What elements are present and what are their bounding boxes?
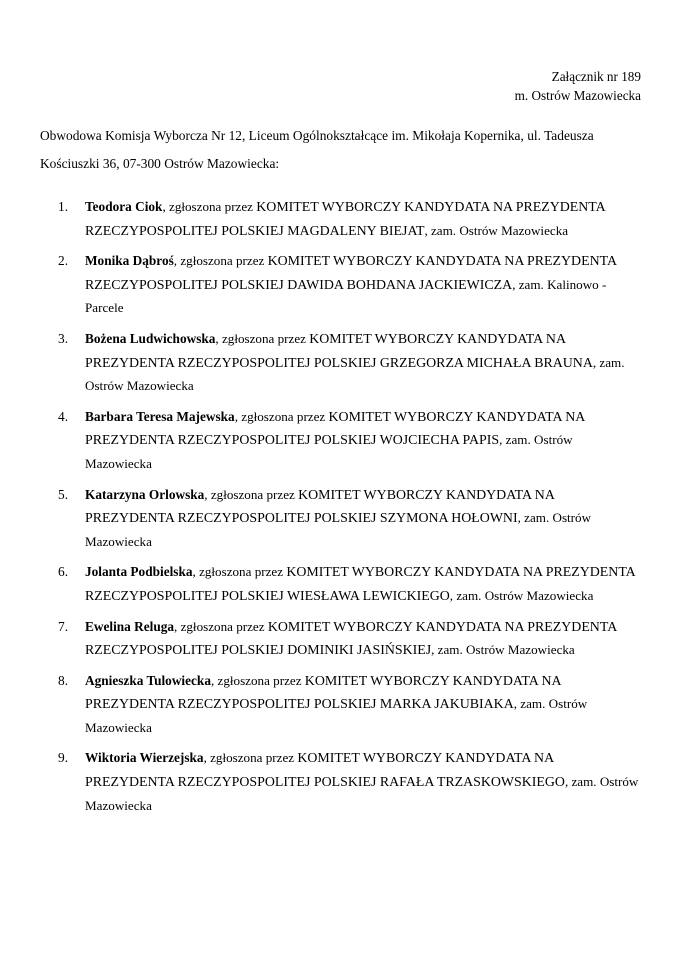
member-name: Barbara Teresa Majewska — [85, 408, 235, 424]
electoral-committee-name: KOMITET WYBORCZY KANDYDATA NA PREZYDENTA RZECZYPOSPOLITEJ POLSKIEJ MARKA JAKUBIAKA — [85, 673, 561, 713]
list-item — [40, 328, 640, 399]
list-item — [40, 561, 640, 608]
member-name: Ewelina Reluga — [85, 618, 175, 634]
member-residence: , zam. Ostrów Mazowiecka — [85, 774, 639, 813]
list-item — [40, 406, 640, 477]
list-item-number: 1. — [58, 199, 69, 214]
member-name: Monika Dąbroś — [85, 253, 174, 269]
list-item-number: 3. — [58, 330, 69, 346]
list-item — [40, 484, 640, 555]
list-item — [40, 670, 640, 741]
member-residence: , zam. Ostrów Mazowiecka — [85, 696, 588, 735]
electoral-committee-name: KOMITET WYBORCZY KANDYDATA NA PREZYDENTA RZECZYPOSPOLITEJ POLSKIEJ GRZEGORZA MICHAŁA BRAUNA — [85, 331, 593, 371]
member-residence: , zam. Ostrów Mazowiecka — [85, 432, 573, 471]
electoral-committee-name: KOMITET WYBORCZY KANDYDATA NA PREZYDENTA RZECZYPOSPOLITEJ POLSKIEJ WIESŁAWA LEWICKIEGO — [85, 565, 635, 604]
nominated-by-text: , zgłoszona przez — [192, 564, 287, 580]
list-item — [40, 250, 640, 321]
member-name: Wiktoria Wierzejska — [85, 750, 204, 766]
member-residence: , zam. Ostrów Mazowiecka — [449, 587, 594, 603]
member-residence: , zam. Kalinowo - Parcele — [85, 276, 607, 316]
electoral-committee-name: KOMITET WYBORCZY KANDYDATA NA PREZYDENTA RZECZYPOSPOLITEJ POLSKIEJ DAWIDA BOHDANA JACKIEWICZA — [85, 254, 617, 293]
nominated-by-text: , zgłoszona przez — [215, 330, 310, 346]
electoral-committee-name: KOMITET WYBORCZY KANDYDATA NA PREZYDENTA RZECZYPOSPOLITEJ POLSKIEJ DOMINIKI JASIŃSKIEJ — [85, 619, 617, 659]
member-residence: , zam. Ostrów Mazowiecka — [85, 354, 625, 394]
nominated-by-text: , zgłoszona przez — [174, 618, 268, 634]
list-item-number: 8. — [58, 672, 69, 688]
list-item — [40, 747, 640, 818]
electoral-committee-name: KOMITET WYBORCZY KANDYDATA NA PREZYDENTA RZECZYPOSPOLITEJ POLSKIEJ SZYMONA HOŁOWNI — [85, 487, 555, 527]
electoral-committee-name: KOMITET WYBORCZY KANDYDATA NA PREZYDENTA RZECZYPOSPOLITEJ POLSKIEJ WOJCIECHA PAPIS — [85, 409, 585, 449]
member-name: Agnieszka Tulowiecka — [85, 672, 211, 688]
municipality-name: m. Ostrów Mazowiecka — [514, 87, 641, 103]
list-item — [40, 616, 640, 663]
list-item — [40, 196, 640, 243]
nominated-by-text: , zgłoszona przez — [210, 672, 305, 688]
list-item-number: 9. — [58, 750, 69, 766]
member-name: Jolanta Podbielska — [85, 564, 193, 580]
member-residence: , zam. Ostrów Mazowiecka — [424, 222, 569, 238]
list-item-number: 4. — [58, 408, 69, 424]
nominated-by-text: , zgłoszona przez — [203, 750, 298, 766]
member-list — [40, 196, 640, 825]
list-item-number: 7. — [58, 618, 69, 634]
attachment-number: Załącznik nr 189 — [551, 69, 641, 84]
nominated-by-text: , zgłoszona przez — [204, 486, 299, 502]
member-residence: , zam. Ostrów Mazowiecka — [85, 510, 592, 549]
list-item-number: 5. — [58, 486, 69, 502]
member-name: Teodora Ciok — [85, 199, 163, 214]
commission-intro-paragraph: Obwodowa Komisja Wyborcza Nr 12, Liceum Ogólnokształcące im. Mikołaja Kopernika, ul. Tadeusza Kościuszki 36, 07-300 Ostrów Mazowiecka: — [40, 128, 594, 171]
nominated-by-text: , zgłoszona przez — [234, 408, 329, 424]
nominated-by-text: , zgłoszona przez — [173, 253, 268, 269]
document-header — [515, 68, 641, 105]
member-name: Katarzyna Orlowska — [85, 486, 205, 502]
electoral-committee-name: KOMITET WYBORCZY KANDYDATA NA PREZYDENTA RZECZYPOSPOLITEJ POLSKIEJ MAGDALENY BIEJAT — [85, 200, 605, 239]
electoral-committee-name: KOMITET WYBORCZY KANDYDATA NA PREZYDENTA RZECZYPOSPOLITEJ POLSKIEJ RAFAŁA TRZASKOWSKIEGO — [85, 751, 565, 791]
list-item-number: 2. — [58, 253, 69, 269]
member-residence: , zam. Ostrów Mazowiecka — [431, 642, 575, 658]
nominated-by-text: , zgłoszona przez — [162, 199, 257, 214]
list-item-number: 6. — [58, 564, 69, 580]
member-name: Bożena Ludwichowska — [85, 330, 216, 346]
